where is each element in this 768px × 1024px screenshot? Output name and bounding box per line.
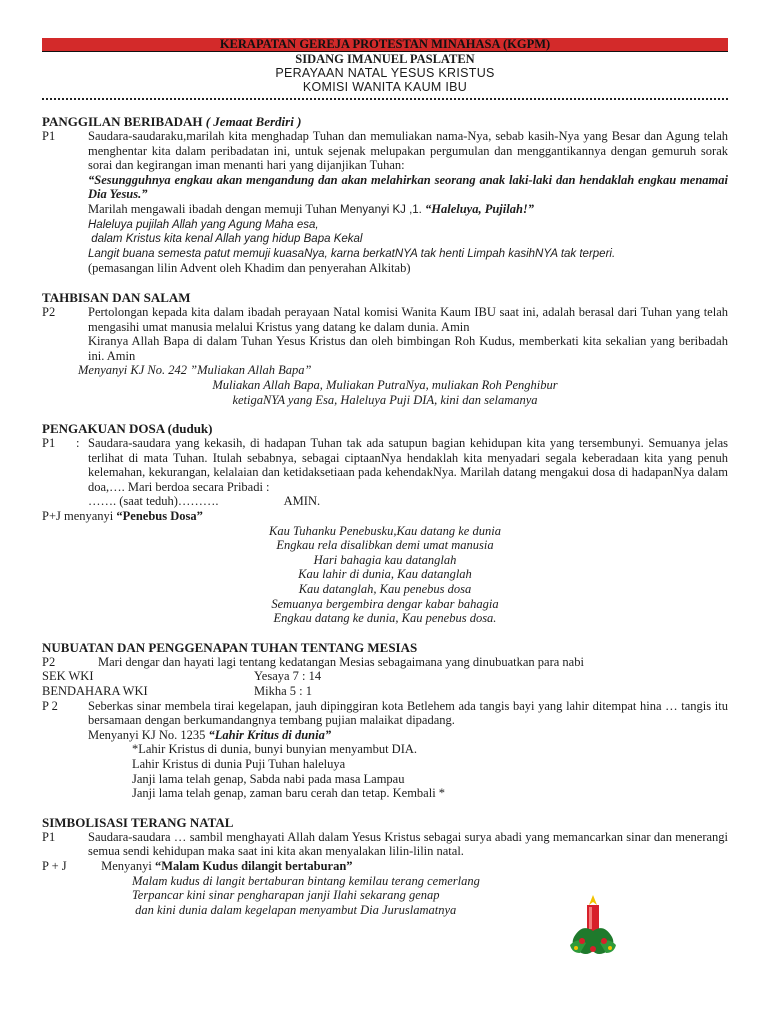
paragraph-text (88, 436, 728, 509)
header-sidang: SIDANG IMANUEL PASLATEN (295, 52, 475, 66)
document-page (42, 38, 728, 917)
song-number: Menyanyi KJ No. 1235 (88, 727, 206, 742)
song-instruction (42, 509, 728, 524)
speaker-label: P1 (42, 829, 56, 844)
section-title-note: ( Jemaat Berdiri ) (205, 114, 302, 129)
speaker-label: P+J menyanyi (42, 509, 114, 524)
lyric-line: Engkau rela disalibkan demi umat manusia (276, 538, 494, 553)
scripture-reference: Yesaya 7 : 14 (254, 669, 322, 684)
reading-row (42, 684, 728, 699)
paragraph-row (42, 305, 728, 363)
speaker-label: P1 (42, 436, 56, 451)
reader-label: BENDAHARA WKI (42, 684, 148, 698)
lyric-line: Kau lahir di dunia, Kau datanglah (298, 567, 472, 582)
header-org-bar: KERAPATAN GEREJA PROTESTAN MINAHASA (KGPM) (42, 38, 728, 52)
song-intro: Marilah mengawali ibadah dengan memuji Tuhan (88, 201, 337, 216)
speaker-label: P2 (42, 304, 56, 319)
lyrics-block (42, 524, 728, 626)
paragraph-body: Saudara-saudara … sambil menghayati Allah dalam Yesus Kristus sebagai surya abadi yang memancarkan sinar dan menerangi semua sendi kehidupan maka saat ini kita akan menyalakan lilin-lilin natal. (88, 829, 728, 859)
lyric-line: *Lahir Kristus di dunia, bunyi bunyian menyambut DIA. (132, 742, 418, 757)
christmas-candle-icon (568, 893, 618, 959)
song-title: “Malam Kudus dilangit bertaburan” (154, 858, 353, 873)
speaker-label: P2 (42, 654, 56, 669)
reader-label: SEK WKI (42, 669, 94, 684)
song-title: “Haleluya, Pujilah!” (425, 201, 535, 216)
paragraph-body: Pertolongan kepada kita dalam ibadah perayaan Natal komisi Wanita Kaum IBU saat ini, adalah berasal dari Tuhan yang telah mengasihi umat manusia melalui Kristus yang datang ke dalam dunia. Amin (88, 304, 728, 334)
song-instruction (88, 202, 728, 218)
paragraph-body: Seberkas sinar membela tirai kegelapan, jauh dipinggiran kota Betlehem ada tangis bayi yang lahir ditempat hina … tangis itu bersamaan dengan berkumandangnya tembang pujian malaikat dipadang. (88, 698, 728, 728)
paragraph-text (88, 129, 728, 276)
lyric-line: Lahir Kristus di dunia Puji Tuhan haleluya (132, 756, 346, 771)
speaker-label: P + J (42, 858, 67, 873)
lyric-line: Haleluya pujilah Allah yang Agung Maha esa, (88, 218, 319, 231)
lyric-line: Langit buana semesta patut memuji kuasaNya, karna berkatNYA tak henti Limpah kasihNYA tak terperi. (88, 247, 616, 260)
song-intro: Menyanyi (101, 858, 152, 873)
label-colon: : (76, 436, 80, 451)
song-instruction (88, 728, 728, 743)
instruction-note: (pemasangan lilin Advent oleh Khadim dan penyerahan Alkitab) (88, 261, 411, 276)
lyric-line: ketigaNYA yang Esa, Haleluya Puji DIA, kini dan selamanya (232, 392, 538, 407)
paragraph-row (42, 830, 728, 859)
lyric-line: Janji lama telah genap, Sabda nabi pada masa Lampau (132, 771, 405, 786)
header-divider (42, 98, 728, 100)
speaker-label: P 2 (42, 698, 58, 713)
lyric-line: Hari bahagia kau datanglah (313, 552, 457, 567)
section-title-simbolisasi: SIMBOLISASI TERANG NATAL (42, 814, 234, 830)
section-title-tahbisan: TAHBISAN DAN SALAM (42, 289, 191, 305)
song-number: Menyanyi KJ ,1. (340, 203, 422, 216)
song-title: “Lahir Kritus di dunia” (208, 727, 332, 742)
pause-text: ……. (saat teduh)………. (88, 494, 219, 509)
scripture-reference: Mikha 5 : 1 (254, 684, 312, 698)
header-komisi: KOMISI WANITA KAUM IBU (302, 80, 468, 94)
lyrics-block (42, 874, 728, 918)
lyric-line: Semuanya bergembira dengar kabar bahagia (271, 596, 499, 611)
paragraph-row (42, 436, 728, 509)
section-title-panggilan (42, 114, 728, 129)
header-event: PERAYAAN NATAL YESUS KRISTUS (275, 66, 495, 80)
scripture-quote: “Sesungguhnya engkau akan mengandung dan akan melahirkan seorang anak laki-laki dan hendaklah engkau menamai Dia Yesus.” (88, 172, 728, 202)
section-title-nubuatan: NUBUATAN DAN PENGGENAPAN TUHAN TENTANG MESIAS (42, 639, 418, 655)
paragraph-body: Saudara-saudaraku,marilah kita menghadap Tuhan dan memuliakan nama-Nya, sebab kasih-Nya yang Besar dan Agung telah menghentar kita dalam peribadatan ini, untuk sejenak melupakan pergumulan dan menggantikannya dengan gemuruh sorak sorai dan kegirangan iman menanti hari yang dijanjikan Tuhan: (88, 129, 728, 173)
section-title-text: PANGGILAN BERIBADAH (42, 114, 203, 129)
paragraph-text (88, 699, 728, 743)
lyric-line: Kau datanglah, Kau penebus dosa (298, 582, 472, 597)
amin-text: AMIN. (283, 494, 321, 509)
lyric-line: Janji lama telah genap, zaman baru cerah dan tetap. Kembali * (132, 786, 446, 801)
lyric-line: Malam kudus di langit bertaburan bintang kemilau terang cemerlang (132, 873, 480, 888)
pause-line (88, 494, 728, 509)
lyric-line: Kau Tuhanku Penebusku,Kau datang ke dunia (269, 523, 501, 538)
reading-row (42, 669, 728, 684)
song-title: “Penebus Dosa” (116, 509, 203, 524)
paragraph-row (42, 699, 728, 743)
lyrics-block (42, 742, 728, 800)
speaker-label: P1 (42, 129, 56, 143)
lyric-line: Muliakan Allah Bapa, Muliakan PutraNya, muliakan Roh Penghibur (212, 377, 558, 392)
paragraph-row (42, 129, 728, 276)
lyric-line: Terpancar kini sinar pengharapan janji Ilahi sekarang genap (132, 888, 440, 903)
paragraph-row (42, 655, 728, 670)
paragraph-body: Mari dengar dan hayati lagi tentang kedatangan Mesias sebagaimana yang dinubuatkan para nabi (98, 654, 584, 669)
paragraph-text (88, 305, 728, 363)
paragraph-body: Kiranya Allah Bapa di dalam Tuhan Yesus Kristus dan oleh bimbingan Roh Kudus, memberkati kita sekalian yang beribadah ini. Amin (88, 334, 728, 363)
lyric-line: dalam Kristus kita kenal Allah yang hidup Bapa Kekal (88, 233, 363, 246)
paragraph-body: Saudara-saudara yang kekasih, di hadapan Tuhan tak ada satupun bagian kehidupan kita yang tersembunyi. Semuanya jelas terlihat di mata Tuhan. Itulah sebabnya, sebagai ciptaanNya hendaklah kita menyadari segala keberadaan kita yang penuh kelemahan, kekurangan, kelalaian dan ketidaksetiaan pada kehendakNya. Marilah datang mengakui dosa di hadapanNya dalam doa,…. Mari berdoa secara Pribadi : (88, 436, 728, 494)
lyric-line: Engkau datang ke dunia, Kau penebus dosa. (273, 611, 497, 626)
song-instruction (42, 859, 728, 874)
section-title-pengakuan: PENGAKUAN DOSA (duduk) (42, 421, 213, 437)
song-instruction: Menyanyi KJ No. 242 ”Muliakan Allah Bapa” (78, 363, 312, 378)
lyric-line: dan kini dunia dalam kegelapan menyambut Dia Juruslamatnya (132, 902, 457, 917)
